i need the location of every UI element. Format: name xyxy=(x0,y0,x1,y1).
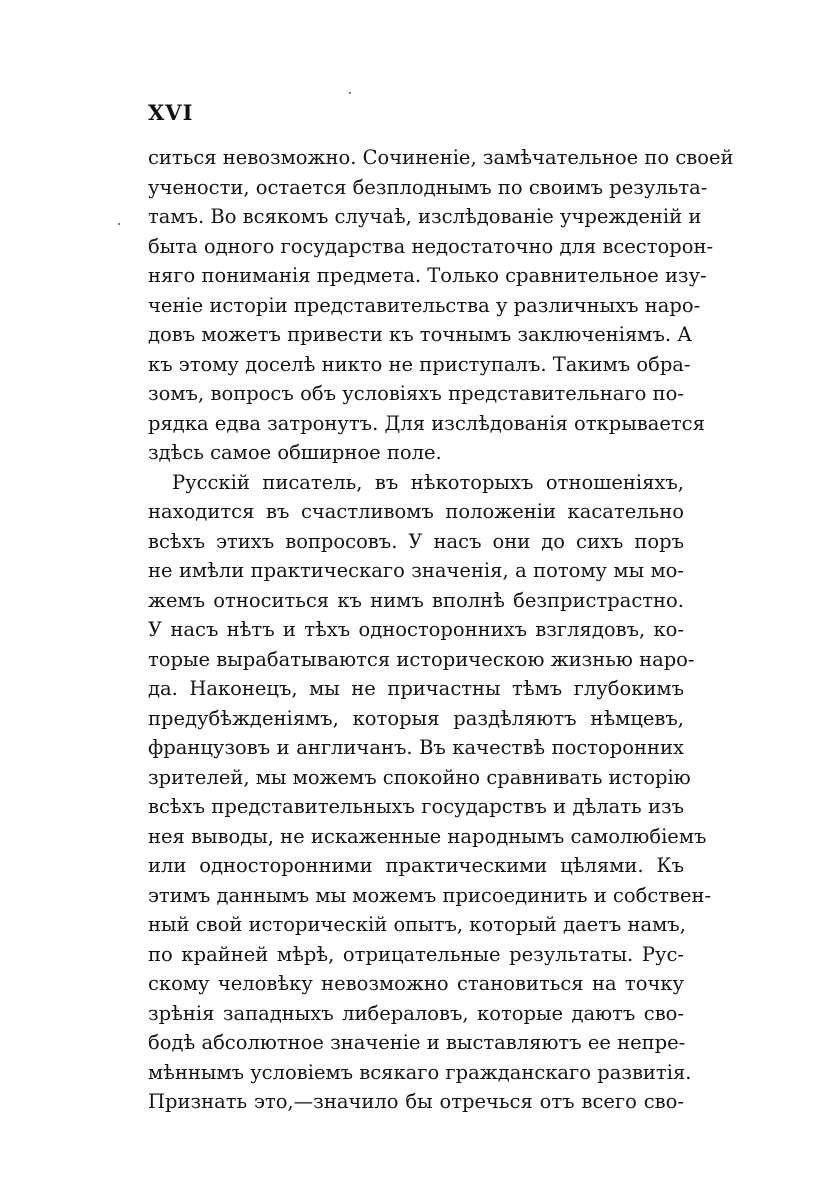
print-speck xyxy=(118,223,120,225)
paragraph xyxy=(148,468,712,1117)
text-line: бодѣ абсолютное значеніе и выставляютъ ее непре- xyxy=(148,1031,686,1054)
text-line: всѣхъ этихъ вопросовъ. У насъ они до сихъ поръ xyxy=(148,529,684,553)
text-line: тамъ. Во всякомъ случаѣ, изслѣдованіе учрежденій и xyxy=(148,205,702,228)
body-text xyxy=(148,143,734,1117)
text-line: жемъ относиться къ нимъ вполнѣ безпристрастно. xyxy=(148,588,684,612)
print-speck xyxy=(349,92,351,94)
text-line: быта одного государства недостаточно для всесторон- xyxy=(148,234,714,258)
text-line: Признать это,—значило бы отречься отъ всего сво- xyxy=(148,1090,684,1113)
text-line: Русскій писатель, въ нѣкоторыхъ отношеніяхъ, xyxy=(172,470,684,494)
text-line: по крайней мѣрѣ, отрицательные результаты. Рус- xyxy=(148,942,684,966)
text-line: не имѣли практическаго значенія, а потому мы мо- xyxy=(148,559,684,582)
text-line: нея выводы, не искаженные народнымъ самолюбіемъ xyxy=(148,824,707,848)
page-number: XVI xyxy=(148,100,194,125)
text-line: французовъ и англичанъ. Въ качествѣ посторонних xyxy=(148,736,684,759)
text-line: ный свой историческій опытъ, который даетъ намъ, xyxy=(148,913,686,936)
text-line: ситься невозможно. Сочиненіе, замѣчательное по своей xyxy=(148,146,734,169)
text-line: торые вырабатываются историческою жизнью наро- xyxy=(148,647,695,671)
text-line: зрителей, мы можемъ спокойно сравнивать исторію xyxy=(148,765,691,789)
text-line: здѣсь самое обширное поле. xyxy=(148,441,442,464)
text-line: зомъ, вопросъ объ условіяхъ представительнаго по- xyxy=(148,382,684,405)
text-line: довъ можетъ привести къ точнымъ заключеніямъ. А xyxy=(148,323,693,346)
text-line: мѣннымъ условіемъ всякаго гражданскаго развитія. xyxy=(148,1060,692,1084)
text-line: всѣхъ представительныхъ государствъ и дѣлать изъ xyxy=(148,795,684,818)
text-line: учености, остается безплоднымъ по своимъ результа- xyxy=(148,175,708,199)
paragraph xyxy=(148,143,734,468)
text-line: зрѣнія западныхъ либераловъ, которые даютъ сво- xyxy=(148,1001,684,1025)
text-line: или односторонними практическими цѣлями. Къ xyxy=(148,854,684,877)
text-line: ченіе исторіи представительства у различныхъ наро- xyxy=(148,293,701,317)
text-line: находится въ счастливомъ положеніи касательно xyxy=(148,500,684,523)
text-line: къ этому доселѣ никто не приступалъ. Такимъ обра- xyxy=(148,352,691,376)
text-line: да. Наконецъ, мы не причастны тѣмъ глубокимъ xyxy=(148,677,684,700)
text-line: няго пониманія предмета. Только сравнительное изу- xyxy=(148,264,707,287)
text-line: этимъ даннымъ мы можемъ присоединить и собствен- xyxy=(148,883,712,907)
text-line: рядка едва затронутъ. Для изслѣдованія открывается xyxy=(148,411,705,435)
text-line: У насъ нѣтъ и тѣхъ одностороннихъ взглядовъ, ко- xyxy=(148,618,684,641)
text-line: скому человѣку невозможно становиться на точку xyxy=(148,972,684,995)
text-line: предубѣжденіямъ, которыя раздѣляютъ нѣмцевъ, xyxy=(148,706,684,730)
